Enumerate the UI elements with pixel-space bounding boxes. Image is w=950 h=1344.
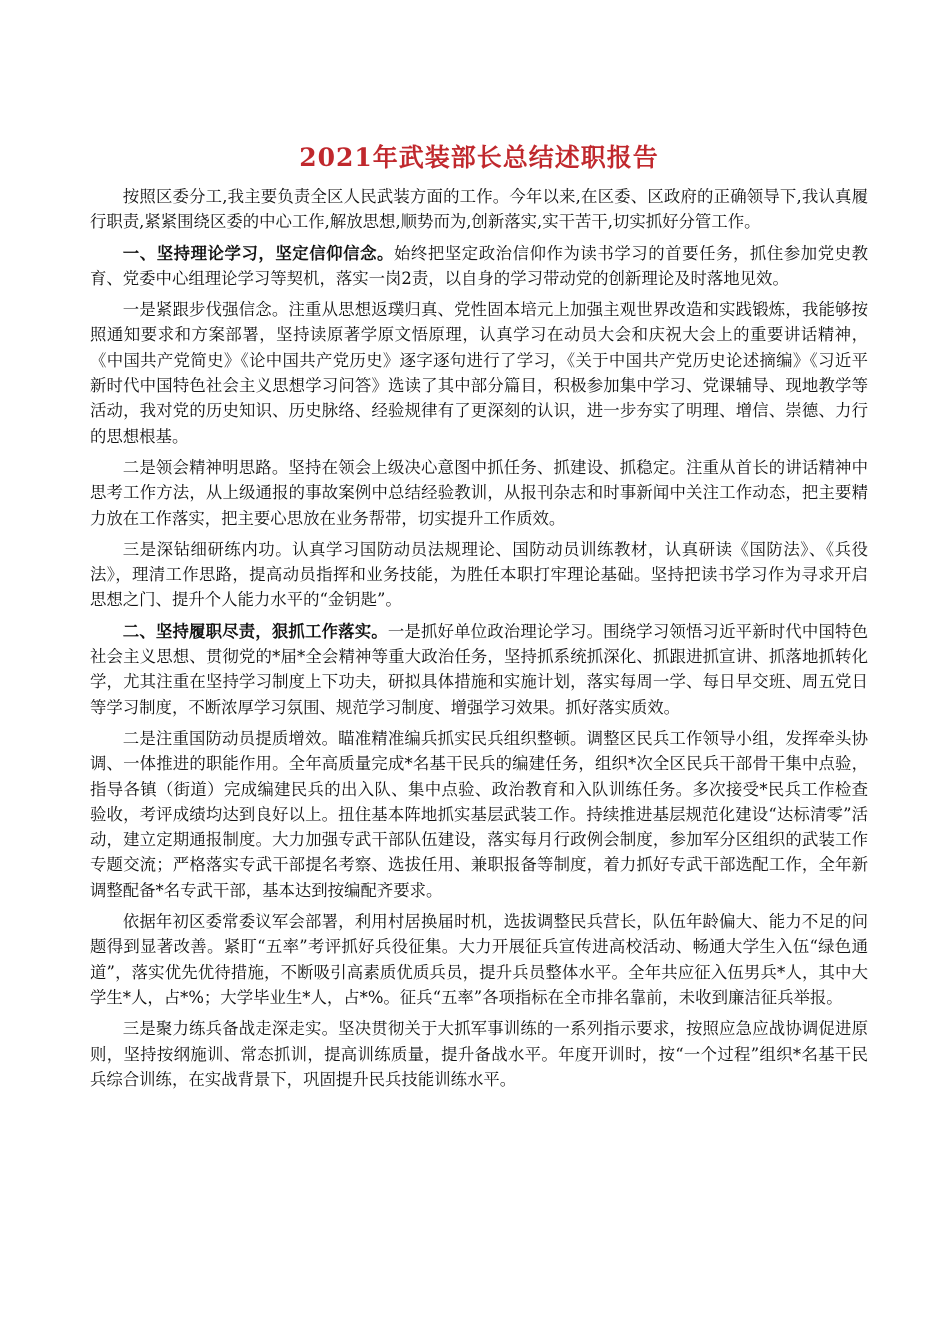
document-title: 2021年武装部长总结述职报告 [299, 143, 659, 172]
section-heading: 一、坚持理论学习，坚定信仰信念。 [122, 243, 394, 263]
paragraph-2-3 [90, 909, 868, 1010]
paragraph-text: 二是领会精神明思路。坚持在领会上级决心意图中抓任务、抓建设、抓稳定。注重从首长的讲话精神中思考工作方法，从上级通报的事故案例中总结经验教训，从报刊杂志和时事新闻中关注工作动态，把主要精力放在工作落实，把主要心思放在业务帮带，切实提升工作质效。 [90, 457, 868, 528]
section-1-paragraph [90, 241, 868, 292]
paragraph-text: 依据年初区委常委议军会部署，利用村居换届时机，选拔调整民兵营长，队伍年龄偏大、能力不足的问题得到显著改善。紧盯“五率”考评抓好兵役征集。大力开展征兵宣传进高校活动、畅通大学生入伍“绿色通道”，落实优先优待措施，不断吸引高素质优质兵员，提升兵员整体水平。全年共应征入伍男兵*人，其中大学生*人，占*%；大学毕业生*人，占*%。征兵“五率”各项指标在全市排名靠前，未收到廉洁征兵举报。 [90, 912, 868, 1007]
section-heading: 二、坚持履职尽责，狠抓工作落实。 [122, 621, 388, 641]
paragraph-text: 按照区委分工,我主要负责全区人民武装方面的工作。今年以来,在区委、区政府的正确领导下,我认真履行职责,紧紧围绕区委的中心工作,解放思想,顺势而为,创新落实,实干苦干,切实抓好分管工作。 [90, 187, 868, 232]
section-2-paragraph [90, 619, 868, 720]
paragraph-text: 始终把坚定政治信仰作为读书学习的首要任务，抓住参加党史教育、党委中心组理论学习等契机，落实一岗2责，以自身的学习带动党的创新理论及时落地见效。 [90, 243, 868, 288]
paragraph-text: 二是注重国防动员提质增效。瞄准精准编兵抓实民兵组织整顿。调整区民兵工作领导小组，发挥牵头协调、一体推进的职能作用。全年高质量完成*名基干民兵的编建任务，组织*次全区民兵干部骨干集中点验，指导各镇（街道）完成编建民兵的出入队、集中点验、政治教育和入队训练任务。多次接受*民兵工作检查验收，考评成绩均达到良好以上。扭住基本阵地抓实基层武装工作。持续推进基层规范化建设“达标清零”活动，建立定期通报制度。大力加强专武干部队伍建设，落实每月行政例会制度，参加军分区组织的武装工作专题交流；严格落实专武干部提名考察、选拔任用、兼职报备等制度，着力抓好专武干部选配工作，全年新调整配备*名专武干部，基本达到按编配齐要求。 [90, 728, 868, 900]
paragraph-1-3 [90, 537, 868, 613]
paragraph-2-2 [90, 726, 868, 903]
paragraph-1-1 [90, 297, 868, 449]
paragraph-2-4 [90, 1016, 868, 1092]
paragraph-text: 一是抓好单位政治理论学习。围绕学习领悟习近平新时代中国特色社会主义思想、贯彻党的*届*全会精神等重大政治任务，坚持抓系统抓深化、抓跟进抓宣讲、抓落地抓转化学，尤其注重在坚持学习制度上下功夫，研拟具体措施和实施计划，落实每周一学、每日早交班、周五党日等学习制度，不断浓厚学习氛围、规范学习制度、增强学习效果。抓好落实质效。 [90, 621, 869, 717]
paragraph-text: 一是紧跟步伐强信念。注重从思想返璞归真、党性固本培元上加强主观世界改造和实践锻炼，我能够按照通知要求和方案部署，坚持读原著学原文悟原理，认真学习在动员大会和庆祝大会上的重要讲话精神，《中国共产党简史》《论中国共产党历史》逐字逐句进行了学习，《关于中国共产党历史论述摘编》《习近平新时代中国特色社会主义思想学习问答》选读了其中部分篇目，积极参加集中学习、党课辅导、现地教学等活动，我对党的历史知识、历史脉络、经验规律有了更深刻的认识，进一步夯实了明理、增信、崇德、力行的思想根基。 [90, 300, 868, 446]
paragraph-1-2 [90, 455, 868, 531]
paragraph-text: 三是深钻细研练内功。认真学习国防动员法规理论、国防动员训练教材，认真研读《国防法》、《兵役法》，理清工作思路，提高动员指挥和业务技能，为胜任本职打牢理论基础。坚持把读书学习作为寻求开启思想之门、提升个人能力水平的“金钥匙”。 [90, 539, 868, 610]
paragraph-intro [90, 184, 868, 235]
paragraph-text: 三是聚力练兵备战走深走实。坚决贯彻关于大抓军事训练的一系列指示要求，按照应急应战协调促进原则，坚持按纲施训、常态抓训，提高训练质量，提升备战水平。年度开训时，按“一个过程”组织*名基干民兵综合训练，在实战背景下，巩固提升民兵技能训练水平。 [90, 1019, 868, 1089]
